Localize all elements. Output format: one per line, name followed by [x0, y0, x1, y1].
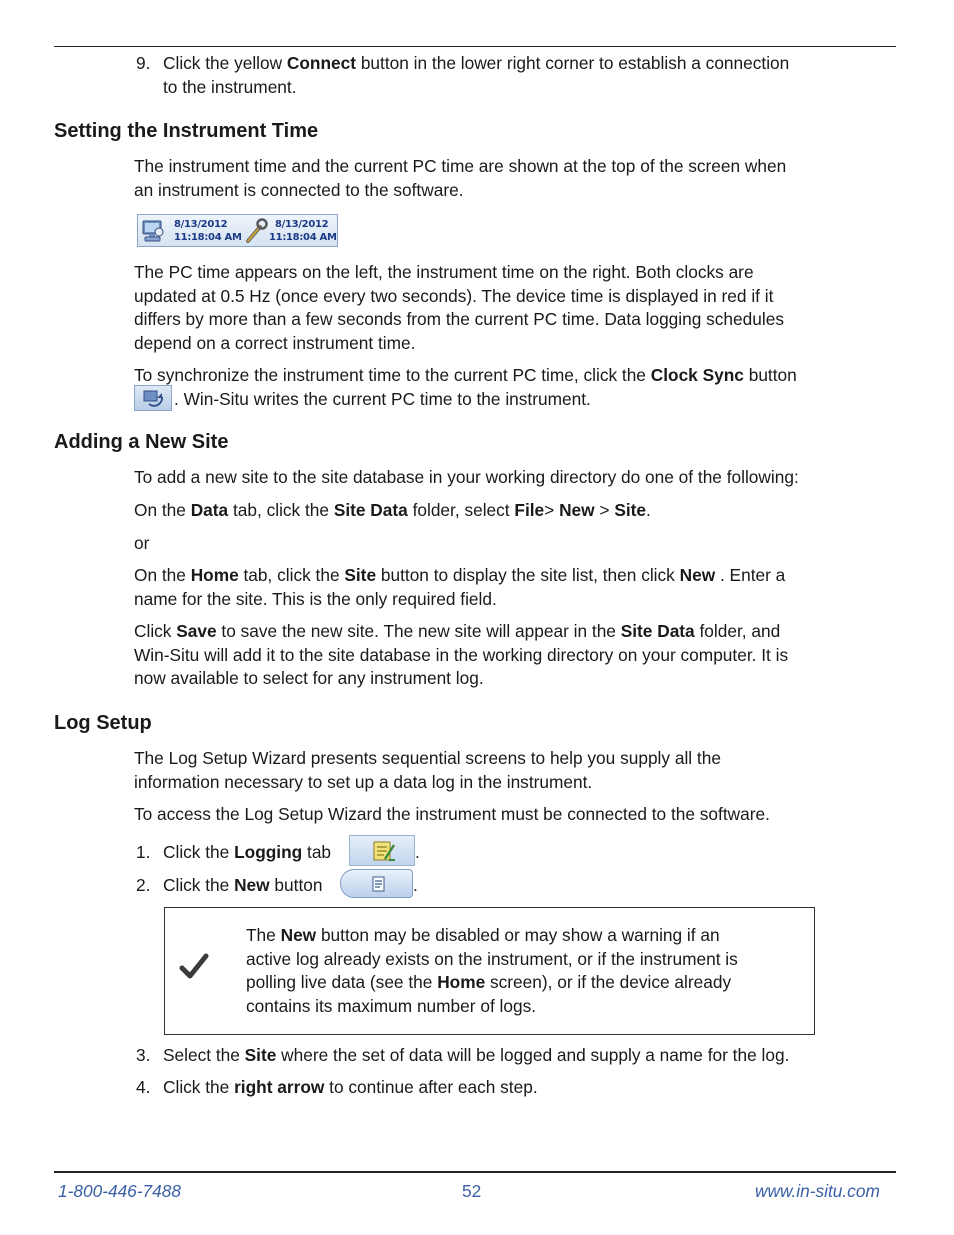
computer-icon	[142, 219, 164, 243]
step-3-text: Select the Site where the set of data will be logged and supply a name for the log.	[163, 1045, 790, 1065]
step-1-text: Click the Logging tab	[163, 842, 332, 862]
new-log-button[interactable]	[340, 869, 413, 898]
log-intro: The Log Setup Wizard presents sequential screens to help you supply all the information necessary to set up a data log in the instrument.	[134, 748, 721, 792]
instrument-time: 11:18:04 AM	[269, 232, 337, 243]
logging-tab-button[interactable]	[349, 835, 415, 866]
instrument-date: 8/13/2012	[275, 219, 329, 230]
clock-display	[137, 214, 338, 247]
checkmark-icon	[179, 952, 209, 982]
step-2-text: Click the New button	[163, 875, 323, 895]
time-description: The PC time appears on the left, the instrument time on the right. Both clocks are updated at 0.5 Hz (once every two seconds). The device time is displayed in red if it differs by more than a few seconds from the current PC time. Data logging schedules depend on a correct instrument time.	[134, 262, 784, 353]
site-option-data-tab: On the Data tab, click the Site Data folder, select File> New > Site.	[134, 500, 651, 520]
step-2-period: .	[413, 875, 418, 895]
pc-time: 11:18:04 AM	[174, 232, 242, 243]
site-intro: To add a new site to the site database in your working directory do one of the following:	[134, 467, 799, 487]
note-text: The New button may be disabled or may show a warning if an active log already exists on the instrument, or if the instrument is polling live data (see the Home screen), or if the device already contains its maximum number of logs.	[246, 925, 738, 1016]
clock-sync-instructions: To synchronize the instrument time to the current PC time, click the Clock Sync button . Win-Situ writes the current PC time to the instrument.	[134, 365, 797, 409]
step-1-period: .	[415, 842, 420, 862]
section-heading-instrument-time: Setting the Instrument Time	[54, 120, 319, 142]
footer-page-number: 52	[462, 1181, 482, 1201]
step-number: 2.	[136, 875, 151, 895]
step-number: 1.	[136, 842, 151, 862]
logging-icon	[371, 839, 397, 863]
site-save-instructions: Click Save to save the new site. The new site will appear in the Site Data folder, and Win-Situ will add it to the site database in the working directory on your computer. It is now available to select for any instrument log.	[134, 621, 789, 688]
section-heading-new-site: Adding a New Site	[54, 431, 229, 453]
wrench-icon	[244, 218, 268, 244]
clock-sync-button[interactable]	[134, 385, 172, 411]
site-option-home-tab: On the Home tab, click the Site button to display the site list, then click New . Enter a name for the site. This is the only required field.	[134, 565, 786, 609]
note-box	[164, 907, 815, 1035]
footer-phone: 1-800-446-7488	[58, 1181, 181, 1201]
time-intro: The instrument time and the current PC time are shown at the top of the screen when an instrument is connected to the software.	[134, 156, 787, 200]
new-document-icon	[370, 875, 388, 893]
step-9-text: Click the yellow Connect button in the lower right corner to establish a connection to the instrument.	[163, 53, 790, 97]
step-number: 4.	[136, 1077, 151, 1097]
log-access-note: To access the Log Setup Wizard the instrument must be connected to the software.	[134, 804, 770, 824]
section-heading-log-setup: Log Setup	[54, 712, 152, 734]
pc-date: 8/13/2012	[174, 219, 228, 230]
or-text: or	[134, 533, 150, 553]
header-rule	[54, 46, 896, 47]
step-number: 9.	[136, 53, 151, 73]
step-number: 3.	[136, 1045, 151, 1065]
step-4-text: Click the right arrow to continue after each step.	[163, 1077, 538, 1097]
footer-website-link[interactable]: www.in-situ.com	[755, 1181, 880, 1201]
footer-rule	[54, 1171, 896, 1173]
clock-sync-icon	[141, 388, 165, 408]
